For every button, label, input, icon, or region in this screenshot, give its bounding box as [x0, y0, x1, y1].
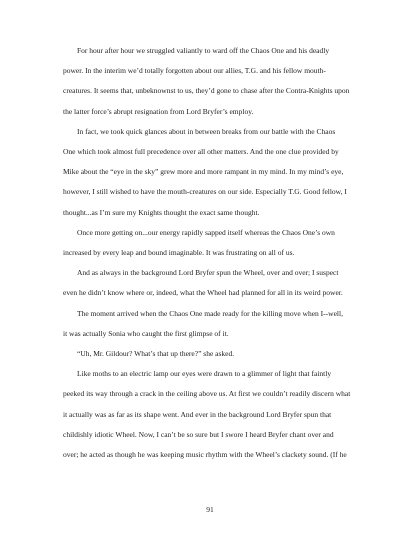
text-line: peeked its way through a crack in the ceiling above us. At first we couldn’t readily discern what [63, 389, 351, 399]
text-line: Mike about the “eye in the sky” grew more and more rampant in my mind. In my mind’s eye, [63, 167, 344, 177]
text-line: Once more getting on...our energy rapidly sapped itself whereas the Chaos One’s own [77, 227, 335, 237]
text-line: And as always in the background Lord Bryfer spun the Wheel, over and over; I suspect [77, 268, 339, 278]
text-line: over; he acted as though he was keeping music rhythm with the Wheel’s clackety sound. (If he [63, 450, 347, 460]
text-line: increased by every leap and bound imaginable. It was frustrating on all of us. [63, 248, 295, 258]
body-text [63, 41, 361, 465]
text-line: creatures. It seems that, unbeknownst to us, they’d gone to chase after the Contra-Knights upon [63, 86, 350, 96]
text-line: childishly idiotic Wheel. Now, I can’t be so sure but I swore I heard Bryfer chant over and [63, 429, 334, 439]
text-line: For hour after hour we struggled valiantly to ward off the Chaos One and his deadly [77, 46, 330, 55]
text-line: the latter force’s abrupt resignation from Lord Bryfer’s employ. [63, 106, 254, 116]
text-line: it actually was as far as its shape went. And ever in the background Lord Bryfer spun that [63, 409, 332, 419]
text-line: Like moths to an electric lamp our eyes were drawn to a glimmer of light that faintly [77, 369, 332, 379]
text-line: “Uh, Mr. Gildour? What’s that up there?” she asked. [77, 349, 235, 359]
text-line: thought...as I’m sure my Knights thought the exact same thought. [63, 207, 260, 217]
text-line: In fact, we took quick glances about in between breaks from our battle with the Chaos [77, 126, 336, 136]
text-line: it was actually Sonia who caught the first glimpse of it. [63, 328, 229, 338]
text-line: One which took almost full precedence over all other matters. And the one clue provided by [63, 147, 339, 157]
text-line: power. In the interim we’d totally forgotten about our allies, T.G. and his fellow mouth- [63, 66, 326, 76]
text-line: even he didn’t know where or, indeed, what the Wheel had planned for all in its weird power. [63, 288, 343, 298]
text-line: however, I still wished to have the mouth-creatures on our side. Especially T.G. Good fellow, I [63, 187, 347, 197]
page-number: 91 [206, 505, 214, 514]
text-line: The moment arrived when the Chaos One made ready for the killing move when I--well, [77, 308, 343, 318]
